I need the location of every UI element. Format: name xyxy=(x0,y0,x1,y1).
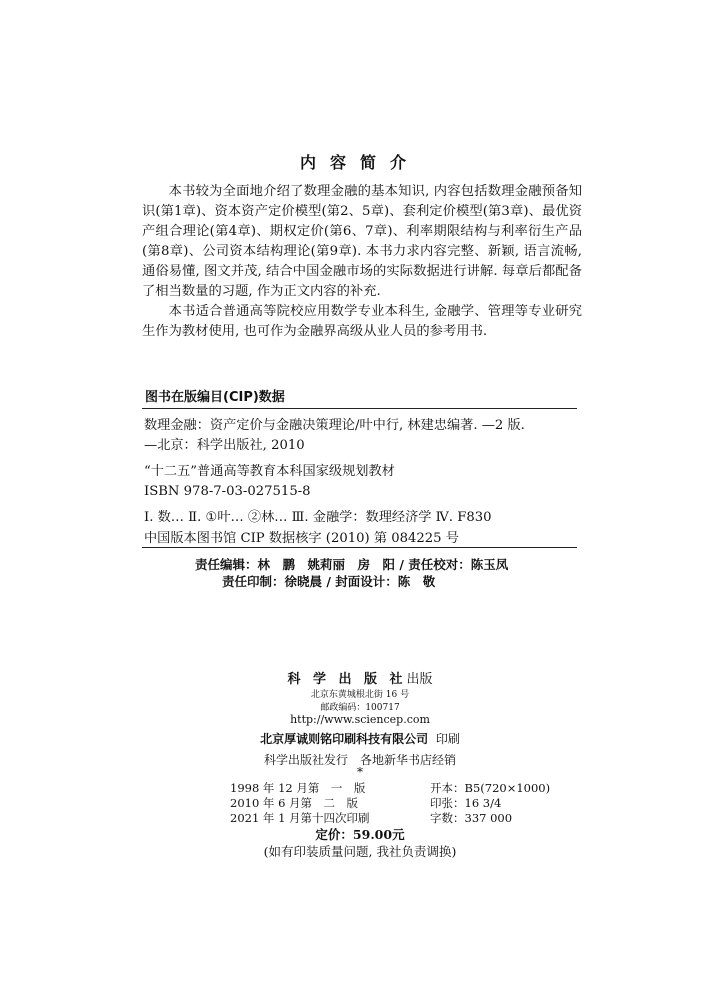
edition-row-3 xyxy=(230,810,512,826)
printing-date: 2021 年 1 月第十四次印刷 xyxy=(230,811,370,825)
edition-row-2 xyxy=(230,795,501,811)
separator-star: * xyxy=(357,765,363,779)
printer-line xyxy=(0,730,720,747)
cip-series-line: “十二五”普通高等教育本科国家级规划教材 xyxy=(144,464,395,479)
printer-suffix: 印刷 xyxy=(435,732,460,746)
summary-paragraph-2: 本书适合普通高等院校应用数学专业本科生, 金融学、管理等专业研究生作为教材使用, 也可作为金融界高级从业人员的参考用书. xyxy=(142,304,582,339)
page-title: 内容简介 xyxy=(299,153,420,172)
production-credits: 责任印制：徐晓晨 / 封面设计：陈 敬 xyxy=(222,574,436,589)
cip-title-line: 数理金融：资产定价与金融决策理论/叶中行, 林建忠编著. —2 版. xyxy=(144,418,525,433)
cip-top-rule xyxy=(142,408,577,409)
publisher-logo-text: 科 学 出 版 社 xyxy=(287,672,407,687)
cip-bottom-rule xyxy=(142,547,577,548)
publisher-address: 北京东黄城根北街 16 号 xyxy=(310,690,410,700)
cip-heading: 图书在版编目(CIP)数据 xyxy=(145,390,285,405)
word-count: 字数：337 000 xyxy=(430,811,513,825)
printer-name: 北京厚诚则铭印刷科技有限公司 xyxy=(260,732,429,746)
edition-2-date: 2010 年 6 月第 二 版 xyxy=(230,796,359,810)
edition-row-1 xyxy=(230,780,550,796)
publisher-line xyxy=(0,668,720,687)
cip-isbn-line: ISBN 978-7-03-027515-8 xyxy=(144,484,311,499)
price-label: 定价：59.00元 xyxy=(315,827,405,842)
edition-1-date: 1998 年 12 月第 一 版 xyxy=(230,781,366,795)
publisher-suffix: 出版 xyxy=(406,672,433,687)
distribution-line: 科学出版社发行 各地新华书店经销 xyxy=(263,753,456,767)
editor-credits: 责任编辑：林 鹏 姚莉丽 房 阳 / 责任校对：陈玉凤 xyxy=(195,557,509,572)
cip-record-number-line: 中国版本图书馆 CIP 数据核字 (2010) 第 084225 号 xyxy=(144,531,459,546)
publisher-website: http://www.sciencep.com xyxy=(290,713,430,726)
cip-publisher-line: —北京：科学出版社, 2010 xyxy=(144,438,305,453)
cip-classification-line: Ⅰ. 数… Ⅱ. ①叶… ②林… Ⅲ. 金融学：数理经济学 Ⅳ. F830 xyxy=(144,510,492,525)
print-sheets: 印张：16 3/4 xyxy=(430,796,502,810)
format-size: 开本：B5(720×1000) xyxy=(430,781,551,795)
quality-note: (如有印装质量问题, 我社负责调换) xyxy=(263,844,457,859)
summary-paragraph-1: 本书较为全面地介绍了数理金融的基本知识, 内容包括数理金融预备知识(第1章)、资本资产定价模型(第2、5章)、套利定价模型(第3章)、最优资产组合理论(第4章)、期权定价(第6、7章)、利率期限结构与利率衍生产品(第8章)、公司资本结构理论(第9章). 本书力求内容完整、新颖, 语言流畅, 通俗易懂, 图文并茂, 结合中国金融市场的实际数据进行讲解. 每章后都配备了相当数量的习题, 作为正文内容的补充. xyxy=(142,184,582,299)
publisher-postcode: 邮政编码：100717 xyxy=(320,703,400,713)
